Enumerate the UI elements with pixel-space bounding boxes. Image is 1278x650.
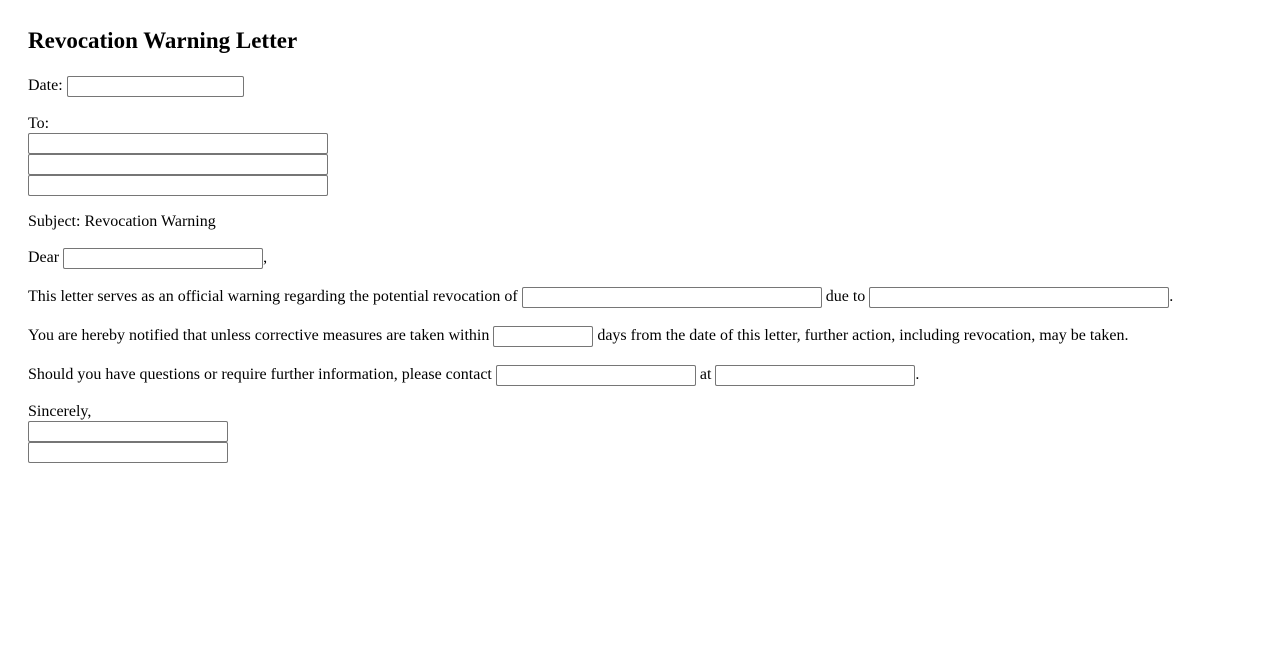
days-text-before: You are hereby notified that unless corrective measures are taken within xyxy=(28,327,490,345)
revocation-text-before: This letter serves as an official warning regarding the potential revocation of xyxy=(28,288,518,306)
date-input[interactable] xyxy=(67,76,244,97)
days-paragraph xyxy=(28,326,1278,347)
contact-text-middle: at xyxy=(699,366,712,384)
revocation-reason-input[interactable] xyxy=(869,287,1169,308)
date-label: Date: xyxy=(28,77,63,95)
revocation-text-middle: due to xyxy=(825,288,866,306)
revocation-item-input[interactable] xyxy=(522,287,822,308)
dear-label: Dear xyxy=(28,249,60,267)
contact-name-input[interactable] xyxy=(496,365,696,386)
salutation-comma: , xyxy=(263,249,268,267)
page-title: Revocation Warning Letter xyxy=(28,28,298,53)
contact-text-before: Should you have questions or require further information, please contact xyxy=(28,366,492,384)
recipient-name-input[interactable] xyxy=(63,248,263,269)
to-line-2-input[interactable] xyxy=(28,154,328,175)
contact-info-input[interactable] xyxy=(715,365,915,386)
to-label: To: xyxy=(28,115,50,132)
days-text-after: days from the date of this letter, further action, including revocation, may be taken. xyxy=(597,327,1129,345)
closing-text: Sincerely, xyxy=(28,403,92,420)
to-line-3-input[interactable] xyxy=(28,175,328,196)
salutation-row xyxy=(28,248,1278,269)
date-row xyxy=(28,76,1278,97)
to-line-1-input[interactable] xyxy=(28,133,328,154)
contact-paragraph xyxy=(28,365,1278,386)
revocation-paragraph xyxy=(28,287,1278,308)
signature-block xyxy=(28,421,1278,463)
subject-line: Subject: Revocation Warning xyxy=(28,213,216,230)
days-count-input[interactable] xyxy=(493,326,593,347)
signature-line-2-input[interactable] xyxy=(28,442,228,463)
signature-line-1-input[interactable] xyxy=(28,421,228,442)
contact-text-after: . xyxy=(915,366,920,384)
to-address-block xyxy=(28,133,1278,196)
revocation-text-after: . xyxy=(1169,288,1174,306)
